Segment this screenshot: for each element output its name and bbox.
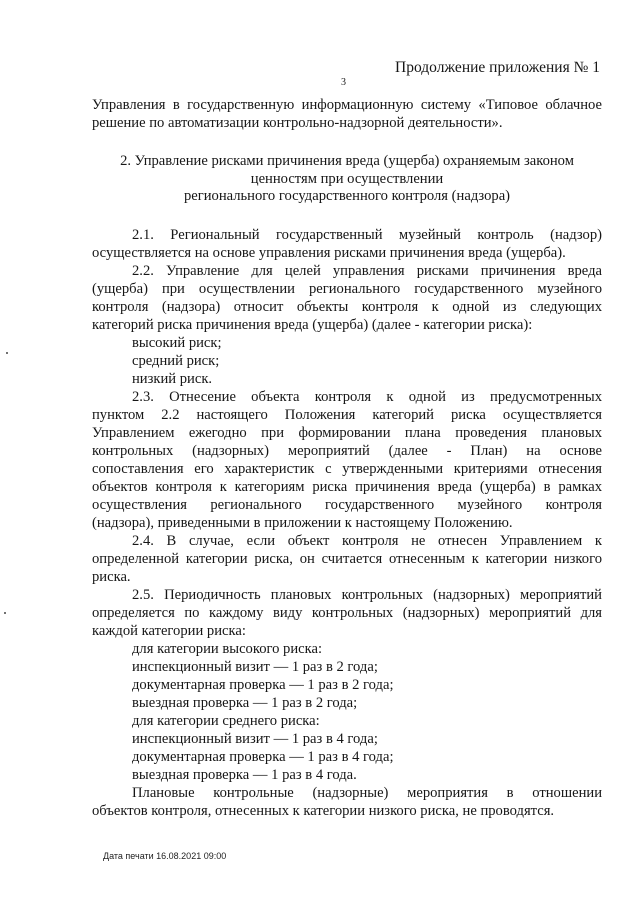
text-line: 2.1. Региональный государственный музейный контроль (надзор) xyxy=(132,226,602,243)
text-line: 2.2. Управление для целей управления рисками причинения вреда xyxy=(132,262,602,279)
text-line: (ущерба) при осуществлении регионального государственного музейного xyxy=(92,280,602,297)
list-item: инспекционный визит — 1 раз в 2 года; xyxy=(132,658,378,675)
risk-category-list xyxy=(92,334,602,388)
scan-artifact xyxy=(4,612,6,614)
text-line: контрольных (надзорных) мероприятий (далее - План) на основе xyxy=(92,442,602,459)
list-item: высокий риск; xyxy=(132,334,222,351)
text-line: (надзора), приведенными в приложении к настоящему Положению. xyxy=(92,514,513,531)
paragraph-2-5 xyxy=(92,586,602,640)
list-item: низкий риск. xyxy=(132,370,213,387)
list-item: документарная проверка — 1 раз в 4 года; xyxy=(132,748,394,765)
list-item: для категории среднего риска: xyxy=(132,712,320,729)
list-item: средний риск; xyxy=(132,352,220,369)
title-line: ценностям при осуществлении xyxy=(250,170,444,187)
list-item: для категории высокого риска: xyxy=(132,640,323,657)
text-line: 2.4. В случае, если объект контроля не отнесен Управлением к xyxy=(132,532,602,549)
text-line: Управлением ежегодно при формировании плана проведения плановых xyxy=(92,424,602,441)
intro-paragraph xyxy=(92,96,602,132)
paragraph-2-3 xyxy=(92,388,602,532)
paragraph-2-4 xyxy=(92,532,602,586)
text-line: Плановые контрольные (надзорные) мероприятия в отношении xyxy=(132,784,602,801)
medium-risk-schedule xyxy=(92,712,602,784)
list-item: выездная проверка — 1 раз в 2 года; xyxy=(132,694,358,711)
text-line: объектов контроля, отнесенных к категории низкого риска, не проводятся. xyxy=(92,802,555,819)
text-line: контроля (надзора) относит объекты контроля к одной из следующих xyxy=(92,298,602,315)
paragraph-low-risk xyxy=(92,784,602,820)
paragraph-2-1 xyxy=(92,226,602,262)
text-line: Управления в государственную информационную систему «Типовое облачное xyxy=(92,97,602,113)
high-risk-schedule xyxy=(92,640,602,712)
title-line: регионального государственного контроля (надзора) xyxy=(183,188,511,204)
text-line: осуществляется на основе управления рисками причинения вреда (ущерба). xyxy=(92,244,566,261)
appendix-header: Продолжение приложения № 1 xyxy=(395,59,600,76)
page-number: 3 xyxy=(341,77,346,88)
text-line: определяется по каждому виду контрольных (надзорных) мероприятий для xyxy=(92,604,602,621)
text-line: решение по автоматизации контрольно-надзорной деятельности». xyxy=(92,115,503,131)
text-line: категорий риска причинения вреда (ущерба) (далее - категории риска): xyxy=(92,316,533,333)
print-date-footer: Дата печати 16.08.2021 09:00 xyxy=(103,851,227,861)
title-line: 2. Управление рисками причинения вреда (ущерба) охраняемым законом xyxy=(120,153,574,169)
section-title xyxy=(92,153,602,206)
text-line: объектов контроля к категориям риска причинения вреда (ущерба) в рамках xyxy=(92,478,602,495)
list-item: документарная проверка — 1 раз в 2 года; xyxy=(132,676,394,693)
text-line: осуществления регионального государственного музейного контроля xyxy=(92,496,602,513)
list-item: выездная проверка — 1 раз в 4 года. xyxy=(132,766,357,783)
text-line: риска. xyxy=(92,568,131,585)
text-line: 2.5. Периодичность плановых контрольных (надзорных) мероприятий xyxy=(132,586,602,603)
paragraph-2-2 xyxy=(92,262,602,334)
text-line: сопоставления его характеристик с утвержденными критериями отнесения xyxy=(92,460,602,477)
text-line: пунктом 2.2 настоящего Положения категорий риска осуществляется xyxy=(92,406,602,423)
text-line: 2.3. Отнесение объекта контроля к одной из предусмотренных xyxy=(132,388,602,405)
text-line: определенной категории риска, он считается отнесенным к категории низкого xyxy=(92,550,602,567)
document-body xyxy=(92,96,602,820)
text-line: каждой категории риска: xyxy=(92,622,246,639)
list-item: инспекционный визит — 1 раз в 4 года; xyxy=(132,730,378,747)
scan-artifact xyxy=(6,352,8,354)
